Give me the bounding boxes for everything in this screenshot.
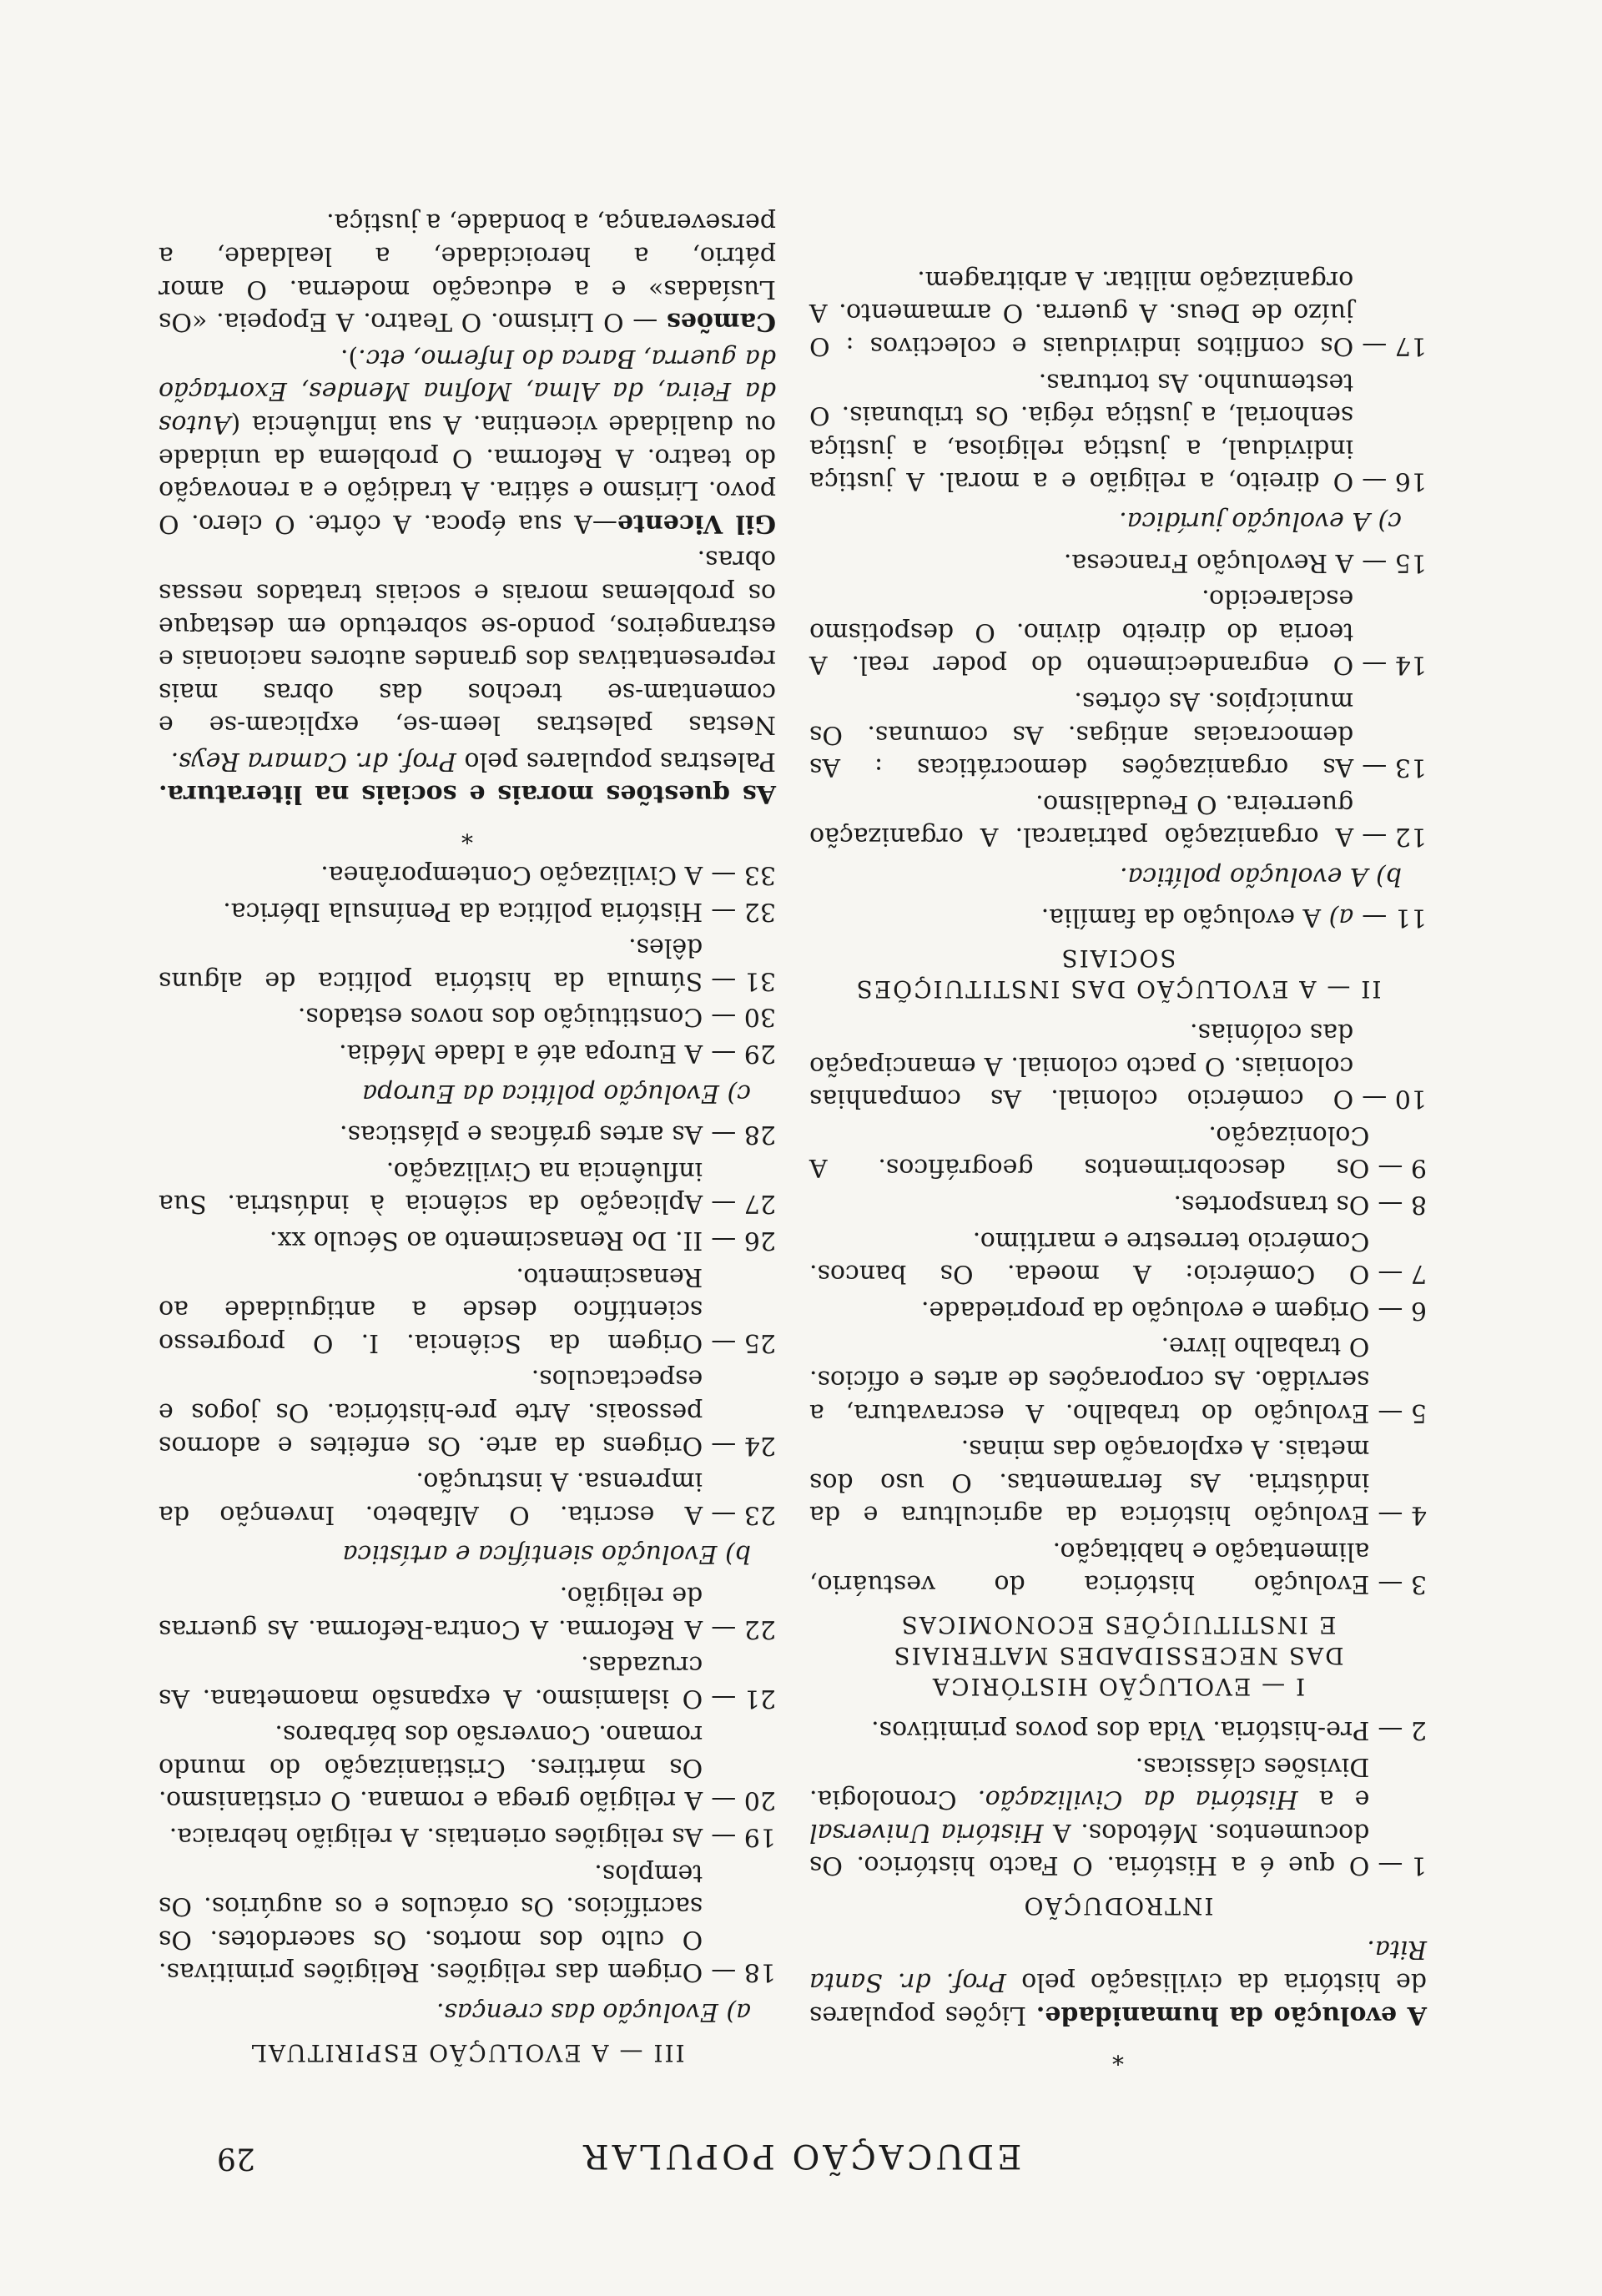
item-text: Origem da Sciência. I. O progresso scientífico desde a antiguidade ao Renascimento. <box>159 1261 703 1357</box>
list-item <box>159 1465 776 1531</box>
list-item <box>159 1578 776 1644</box>
list-item <box>809 1534 1427 1600</box>
item-text: O comércio colonial. As companhias coloniais. O pacto colonial. A emancipação das colónias. <box>809 1017 1354 1114</box>
list-item <box>809 365 1427 497</box>
list-item <box>809 684 1427 783</box>
literature-description: Palestras populares pelo <box>456 746 776 776</box>
literature-author: Prof. dr. Camara Reys. <box>170 746 456 776</box>
item-text: O direito, a religião e a moral. A justiça individual, a justiça religiosa, a justiça senhorial, a justiça régia. Os tribunais. O testemunho. As torturas. <box>809 367 1354 496</box>
item-text: Origem das religiões. Religiões primitivas. O culto dos mortos. Os sacerdotes. Os sacrifícios. Os oráculos e os augúrios. Os templos. <box>159 1858 703 1987</box>
item-number: 1 — <box>1378 1850 1427 1881</box>
item-text: A Europa até a Idade Média. <box>339 1039 703 1069</box>
list-item <box>159 1649 776 1714</box>
list-item <box>159 1718 776 1817</box>
item-text: II. Do Renascimento ao Século xx. <box>269 1225 703 1255</box>
item-text: O islamismo. A expansão maometana. As cruzadas. <box>159 1650 703 1713</box>
item-number: 20 — <box>711 1785 776 1815</box>
item-number: 28 — <box>711 1120 776 1150</box>
item-text: Pre-história. Vida dos povos primitivos. <box>871 1714 1370 1745</box>
item-number: 25 — <box>711 1327 776 1357</box>
heading-line: DAS NECESSIDADES MATERIAIS <box>892 1642 1344 1670</box>
subsection-letter: b) <box>725 1539 751 1569</box>
list-item <box>159 1260 776 1359</box>
gil-vicente-end: ). <box>340 343 359 373</box>
item-text: A religião grega e romana. O cristianismo. Os mártires. Cristianização do mundo romano. Conversão dos bárbaros. <box>159 1719 703 1815</box>
item-number: 17 — <box>1362 330 1427 360</box>
literature-paragraph: Nestas palestras leem-se, explicam-se e comentam-se trechos das obras mais representativas dos grandes autores nacionais e estrangeiros, pondo-se sobretudo em destaque os problemas morais e sociais tratados nessas obras. <box>159 545 776 740</box>
item-number: 16 — <box>1362 466 1427 496</box>
subsection-letter: c) <box>727 1078 751 1108</box>
subsection-letter: a) <box>726 1997 751 2027</box>
section-star: * <box>1112 2042 1124 2070</box>
gil-vicente-paragraph <box>159 341 776 540</box>
heading-line: E INSTITUIÇÕES ECONOMICAS <box>899 1611 1337 1639</box>
item-number: 21 — <box>711 1683 776 1713</box>
item-text-part: O que é a História. O Facto histórico. Os documentos. Métodos. A <box>809 1817 1370 1881</box>
course-description: Lições populares de história da civilisação pelo <box>809 1967 1427 2031</box>
list-item <box>159 1223 776 1256</box>
section-star: * <box>461 821 473 849</box>
item-number: 2 — <box>1378 1714 1427 1745</box>
item-text: A escrita. O Alfabeto. Invenção da imprensa. A instrução. <box>159 1467 703 1529</box>
subsection-a <box>159 1995 751 2028</box>
subsection-label: A evolução jurídica. <box>1119 506 1378 536</box>
subsection-label: Evolução sientífica e artística <box>342 1539 726 1569</box>
list-item <box>809 1713 1427 1746</box>
item-text-part: A evolução da família. <box>1040 903 1329 933</box>
item-number: 10 — <box>1362 1084 1427 1114</box>
item-text: Os transportes. <box>1173 1189 1370 1219</box>
literature-intro <box>159 744 776 810</box>
item-number: 6 — <box>1378 1295 1427 1325</box>
left-column <box>809 259 1427 2079</box>
subsection-b <box>809 859 1402 893</box>
page-number: 29 <box>217 2141 255 2175</box>
item-number: 26 — <box>711 1225 776 1255</box>
list-item <box>809 1118 1427 1184</box>
page-title: EDUCAÇÃO POPULAR <box>580 2137 1022 2175</box>
item-text: Aplicação da sciência à indústria. Sua influência na Civilização. <box>159 1156 703 1219</box>
item-number: 5 — <box>1378 1397 1427 1427</box>
item-text: As religiões orientais. A religião hebraica. <box>169 1822 703 1852</box>
subsection-label: Evolução política da Europa <box>362 1078 728 1108</box>
item-text: Os descobrimentos geográficos. A Colonização. <box>809 1120 1370 1183</box>
item-number: 32 — <box>711 896 776 926</box>
item-number: 29 — <box>711 1039 776 1069</box>
list-item <box>159 1820 776 1853</box>
item-text: As organizações democráticas : As democracias antigas. As comunas. Os municípios. As côrtes. <box>809 686 1354 783</box>
subsection-b <box>159 1538 751 1571</box>
subsection-label: A evolução política. <box>1120 861 1377 891</box>
item-text: A organização patriarcal. A organização guerreira. O Feudalismo. <box>809 788 1354 852</box>
item-number: 3 — <box>1378 1569 1427 1599</box>
item-text: Constituição dos novos estados. <box>297 1002 703 1032</box>
camoes-name: Camões <box>666 307 776 337</box>
course-intro <box>809 1932 1427 2032</box>
list-item <box>159 1856 776 1988</box>
item-text-italic: História da Civilização. <box>977 1785 1298 1815</box>
item-text: As artes gráficas e plásticas. <box>340 1120 703 1150</box>
heading-line: I — EVOLUÇÃO HISTÓRICA <box>930 1673 1306 1701</box>
item-text-part: Cronologia. Divisões clássicas. <box>809 1751 1370 1815</box>
subsection-letter: b) <box>1376 861 1402 891</box>
item-number: 4 — <box>1378 1500 1427 1530</box>
subsection-c <box>159 1076 751 1110</box>
list-item <box>809 1187 1427 1221</box>
item-number: 24 — <box>711 1430 776 1460</box>
heading-line: SOCIAIS <box>1060 944 1176 973</box>
list-item <box>809 546 1427 579</box>
heading-line: II — A EVOLUÇÃO DAS INSTITUIÇÕES <box>854 975 1382 1004</box>
item-text: Evolução histórica do vestuário, alimentação e habitação. <box>809 1536 1370 1599</box>
list-item <box>809 1750 1427 1881</box>
course-title: A evolução da humanidade. <box>1035 2001 1427 2031</box>
gil-vicente-works: Autos da Feira, da Alma, Mofina Mendes, Exortação da guerra, Barca do Inferno, etc. <box>159 343 776 439</box>
list-item <box>159 1118 776 1151</box>
item-number: 19 — <box>711 1822 776 1852</box>
list-item <box>809 1015 1427 1115</box>
item-text: Evolução histórica da agricultura e da indústria. As ferramentas. O uso dos metais. A exploração das minas. <box>809 1434 1370 1530</box>
list-item <box>159 1362 776 1462</box>
item-text: A Civilização Contemporânea. <box>320 860 703 890</box>
item-number: 13 — <box>1362 753 1427 783</box>
list-item <box>809 1432 1427 1532</box>
heading-introducao: INTRODUÇÃO <box>1022 1892 1214 1921</box>
item-number: 7 — <box>1378 1259 1427 1289</box>
list-item <box>809 901 1427 934</box>
list-item <box>809 263 1427 362</box>
list-item <box>159 858 776 891</box>
item-number: 33 — <box>711 860 776 890</box>
item-number: 23 — <box>711 1499 776 1529</box>
item-number: 27 — <box>711 1189 776 1219</box>
gil-vicente-name: Gil Vicente <box>617 508 776 538</box>
item-number: 31 — <box>711 965 776 995</box>
list-item <box>159 1154 776 1220</box>
item-text: Origem e evolução da propriedade. <box>920 1295 1370 1325</box>
camoes-paragraph <box>159 206 776 338</box>
heading-section-1 <box>809 1609 1427 1701</box>
list-item <box>809 1224 1427 1290</box>
subsection-label: Evolução das crenças. <box>436 1997 727 2027</box>
subsection-letter: c) <box>1378 506 1402 536</box>
item-text: O Comércio: A moeda. Os bancos. Comércio terrestre e marítimo. <box>809 1226 1370 1289</box>
item-text: História política da Península Ibérica. <box>223 896 703 926</box>
list-item <box>159 1036 776 1070</box>
list-item <box>159 894 776 928</box>
item-text: A Reforma. A Contra-Reforma. As guerras de religião. <box>159 1580 703 1644</box>
item-letter: a) <box>1328 903 1354 933</box>
item-text: Os conflitos individuais e colectivos : O juízo de Deus. A guerra. O armamento. A organização militar. A arbitragem. <box>809 264 1354 360</box>
item-text: Súmula da história política de alguns dêles. <box>159 933 703 995</box>
right-column <box>159 203 776 2079</box>
item-text <box>809 1750 1369 1881</box>
item-number: 14 — <box>1362 650 1427 680</box>
page-header <box>217 2137 1385 2175</box>
list-item <box>159 1000 776 1034</box>
item-number: 8 — <box>1378 1189 1427 1219</box>
item-number: 9 — <box>1378 1153 1427 1183</box>
item-number: 22 — <box>711 1614 776 1644</box>
item-text <box>809 901 1353 934</box>
item-text-italic: História Universal <box>809 1817 1044 1847</box>
item-text: Origens da arte. Os enfeites e adornos pessoais. Arte pre-histórica. Os jogos e espectaculos. <box>159 1364 703 1460</box>
item-text: O engrandecimento do poder real. A teoria do direito divino. O despotismo esclarecido. <box>809 584 1354 680</box>
item-text: A Revolução Francesa. <box>1063 547 1354 577</box>
item-text-part: e a <box>1297 1785 1370 1815</box>
course-author: Prof. dr. Santa Rita. <box>809 1934 1427 1997</box>
item-number: 11 — <box>1362 903 1427 933</box>
list-item <box>159 931 776 997</box>
list-item <box>809 787 1427 853</box>
item-text: Evolução do trabalho. A escravatura, a servidão. As corporações de artes e ofícios. O trabalho livre. <box>809 1332 1370 1427</box>
item-number: 30 — <box>711 1002 776 1032</box>
item-number: 15 — <box>1362 547 1427 577</box>
gil-vicente-text: —A sua época. A côrte. O clero. O povo. Lirismo e sátira. A tradição e a renovação do teatro. A Reforma. O problema da unidade ou dualidade vicentina. A sua influência ( <box>159 409 776 538</box>
heading-section-3: III — A EVOLUÇÃO ESPIRITUAL <box>249 2039 685 2067</box>
camoes-text: — O Lirismo. O Teatro. A Epopeia. «Os Lusíadas» e a educação moderna. O amor pátrio, a heroicidade, a lealdade, a perseverança, a bondade, a justiça. <box>159 208 776 337</box>
item-number: 12 — <box>1362 822 1427 852</box>
subsection-c <box>809 504 1402 537</box>
item-number: 18 — <box>711 1957 776 1987</box>
list-item <box>809 1330 1427 1429</box>
list-item <box>809 582 1427 682</box>
heading-section-2 <box>809 942 1427 1004</box>
literature-title: As questões morais e sociais na literatura. <box>159 779 776 809</box>
list-item <box>809 1293 1427 1327</box>
